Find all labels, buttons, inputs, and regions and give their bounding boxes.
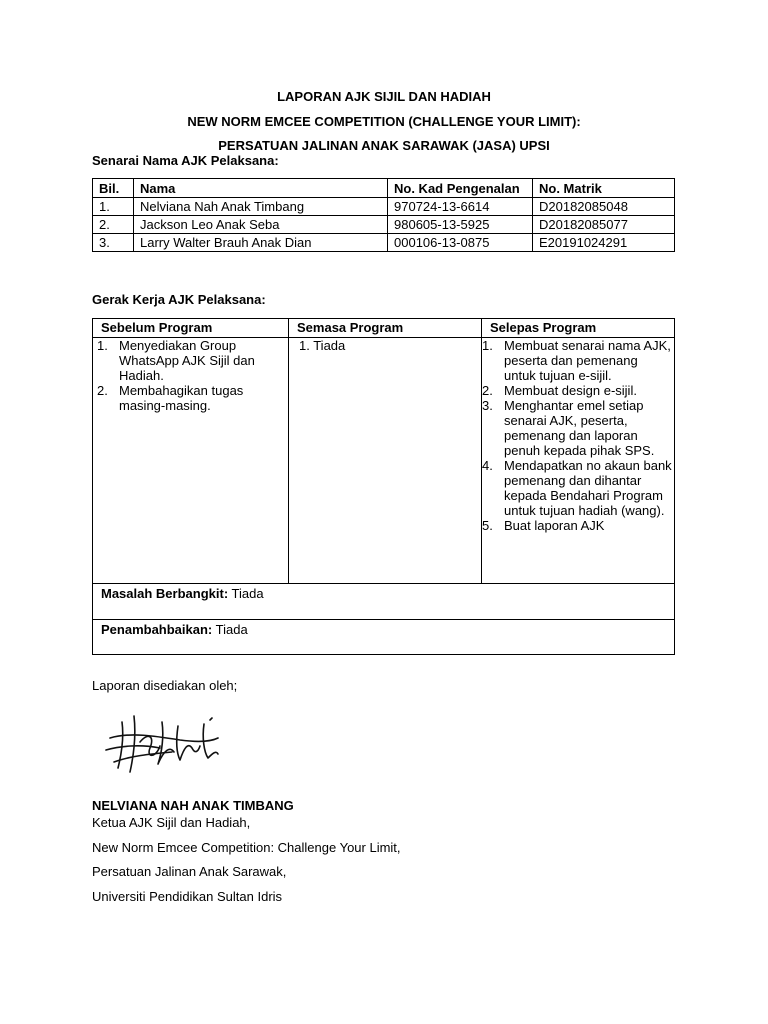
row-kad: 980605-13-5925: [388, 216, 533, 234]
row-nama: Jackson Leo Anak Seba: [134, 216, 388, 234]
table-row: [93, 216, 675, 234]
issues-value: Tiada: [228, 586, 264, 601]
signatory-university: Universiti Pendidikan Sultan Idris: [92, 889, 283, 904]
row-nama: Nelviana Nah Anak Timbang: [134, 198, 388, 216]
before-cell: [93, 338, 289, 584]
table-row: [93, 234, 675, 252]
report-subtitle: NEW NORM EMCEE COMPETITION (CHALLENGE YOUR LIMIT):: [187, 114, 581, 129]
header-nama: Nama: [134, 179, 388, 198]
row-bil: 3.: [93, 234, 134, 252]
improvement-cell: [93, 620, 675, 655]
workflow-table-header: [93, 319, 675, 338]
list-item: [482, 458, 672, 518]
header-matrik: No. Matrik: [533, 179, 675, 198]
committee-heading: Senarai Nama AJK Pelaksana:: [92, 153, 279, 168]
during-text: 1. Tiada: [299, 338, 346, 353]
workflow-heading: Gerak Kerja AJK Pelaksana:: [92, 292, 266, 307]
improvement-row: [93, 620, 675, 655]
list-number: 2.: [97, 383, 108, 398]
row-nama: Larry Walter Brauh Anak Dian: [134, 234, 388, 252]
list-item: [97, 383, 278, 413]
committee-table-header: [93, 179, 675, 198]
list-text: Menghantar emel setiap senarai AJK, peserta, pemenang dan laporan penuh kepada pihak SPS.: [504, 398, 655, 458]
issues-row: [93, 584, 675, 620]
row-bil: 2.: [93, 216, 134, 234]
row-kad: 000106-13-0875: [388, 234, 533, 252]
table-row: [93, 198, 675, 216]
during-cell: [289, 338, 482, 584]
issues-label: Masalah Berbangkit:: [101, 586, 229, 601]
list-item: [482, 398, 672, 458]
improvement-value: Tiada: [212, 622, 248, 637]
prepared-by: Laporan disediakan oleh;: [92, 678, 238, 693]
list-number: 1.: [482, 338, 493, 353]
list-text: Buat laporan AJK: [504, 518, 605, 533]
header-before: Sebelum Program: [93, 319, 289, 338]
row-matrik: E20191024291: [533, 234, 675, 252]
list-item: [482, 518, 672, 533]
signatory-event: New Norm Emcee Competition: Challenge Your Limit,: [92, 840, 401, 855]
workflow-table: [92, 318, 675, 655]
list-item: [482, 383, 672, 398]
list-number: 3.: [482, 398, 493, 413]
signatory-position: Ketua AJK Sijil dan Hadiah,: [92, 815, 251, 830]
header-bil: Bil.: [93, 179, 134, 198]
organization-title: PERSATUAN JALINAN ANAK SARAWAK (JASA) UPSI: [218, 138, 550, 153]
header-during: Semasa Program: [289, 319, 482, 338]
committee-table: [92, 178, 675, 252]
list-text: Menyediakan Group WhatsApp AJK Sijil dan Hadiah.: [119, 338, 255, 383]
report-title: LAPORAN AJK SIJIL DAN HADIAH: [277, 89, 491, 104]
list-item: [482, 338, 672, 383]
list-number: 5.: [482, 518, 493, 533]
before-list: [97, 338, 278, 413]
row-bil: 1.: [93, 198, 134, 216]
list-text: Membahagikan tugas masing-masing.: [119, 383, 244, 413]
workflow-content-row: [93, 338, 675, 584]
row-matrik: D20182085077: [533, 216, 675, 234]
row-kad: 970724-13-6614: [388, 198, 533, 216]
list-item: [97, 338, 278, 383]
list-number: 4.: [482, 458, 493, 473]
signature-image: [100, 702, 235, 784]
row-matrik: D20182085048: [533, 198, 675, 216]
list-text: Membuat senarai nama AJK, peserta dan pemenang untuk tujuan e-sijil.: [504, 338, 671, 383]
list-number: 1.: [97, 338, 108, 353]
issues-cell: [93, 584, 675, 620]
list-text: Membuat design e-sijil.: [504, 383, 637, 398]
header-kad: No. Kad Pengenalan: [388, 179, 533, 198]
list-number: 2.: [482, 383, 493, 398]
after-cell: [482, 338, 675, 584]
signatory-name: NELVIANA NAH ANAK TIMBANG: [92, 798, 294, 813]
header-after: Selepas Program: [482, 319, 675, 338]
improvement-label: Penambahbaikan:: [101, 622, 213, 637]
after-list: [482, 338, 672, 533]
list-text: Mendapatkan no akaun bank pemenang dan dihantar kepada Bendahari Program untuk tujuan hadiah (wang).: [504, 458, 672, 518]
signatory-organization: Persatuan Jalinan Anak Sarawak,: [92, 864, 287, 879]
